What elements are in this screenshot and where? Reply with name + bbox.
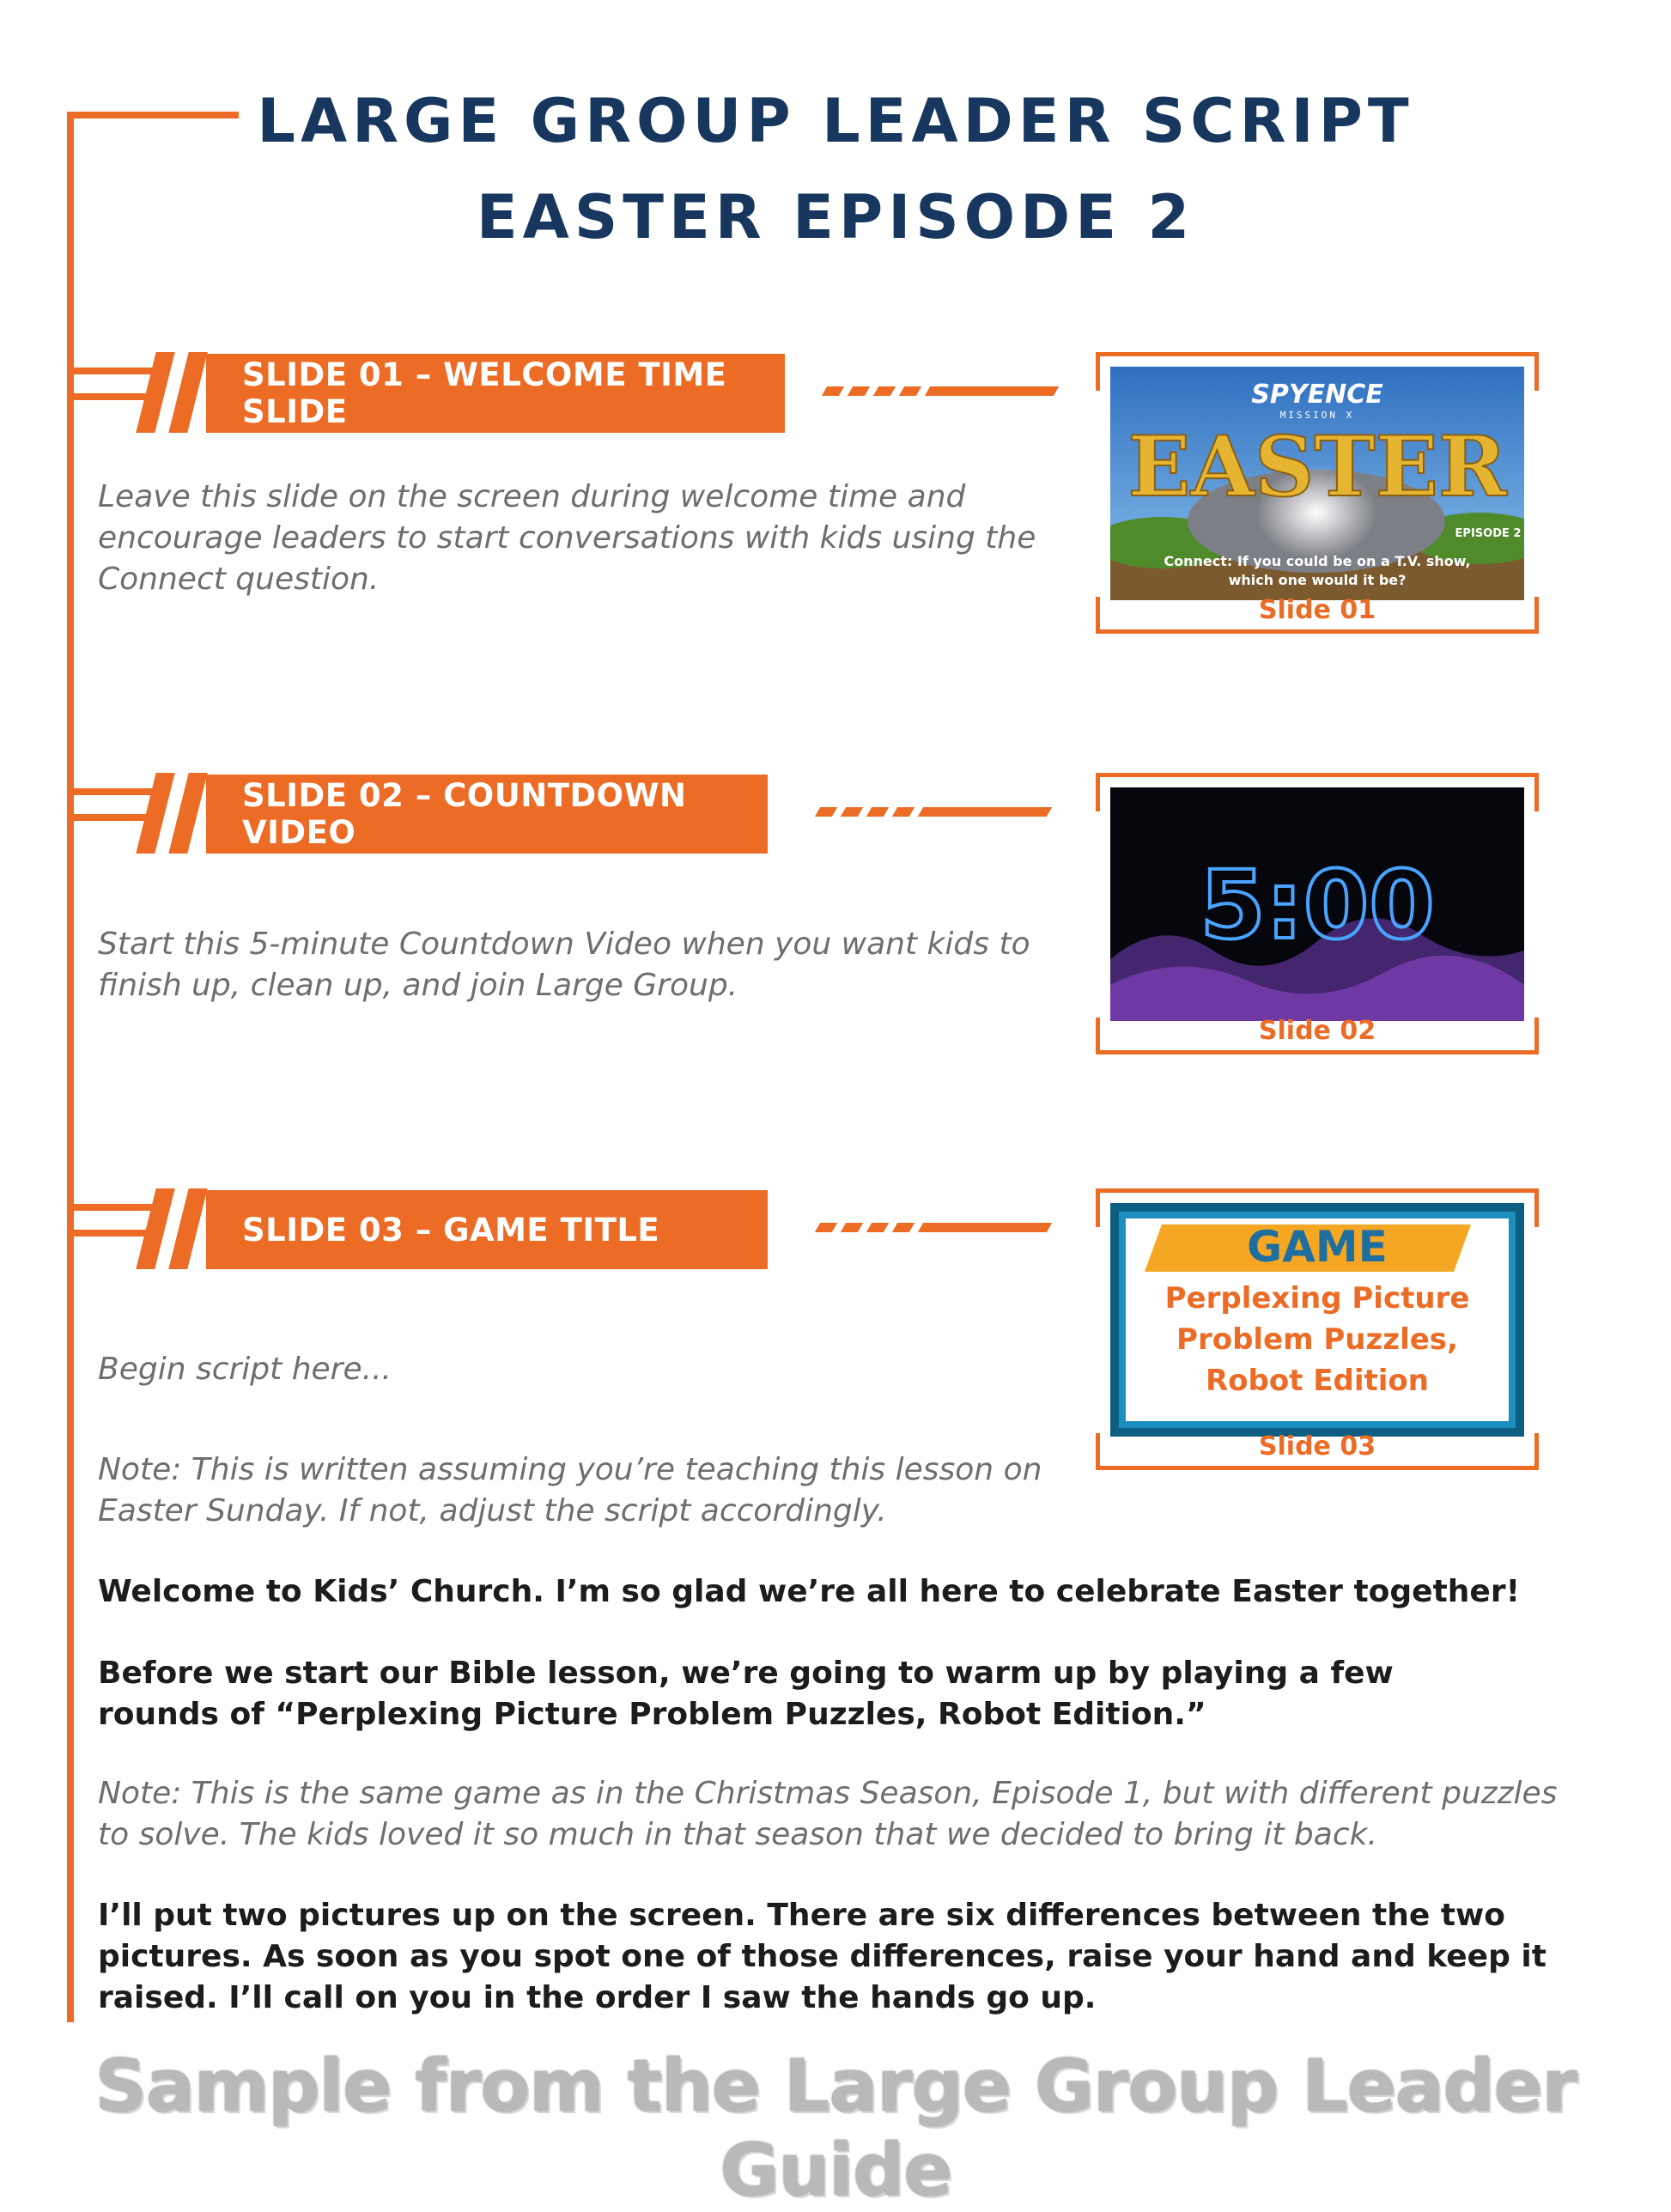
stripe-decoration: [136, 773, 174, 854]
slide-episode: EPISODE 2: [1455, 527, 1522, 540]
timeline-top-cap: [67, 112, 239, 118]
stripe-decoration: [136, 1188, 174, 1269]
section-note: Note: This is written assuming you’re teaching this lesson on Easter Sunday. If not, adjust the script accordingly.: [98, 1452, 1042, 1528]
section-text: Start this 5-minute Countdown Video when you want kids to finish up, clean up, and join Large Group.: [98, 927, 1030, 1003]
slide-connect-line2: which one would it be?: [1228, 572, 1407, 588]
slide-thumbnail-frame: [1096, 1188, 1539, 1470]
watermark: Sample from the Large Group Leader Guide: [94, 2044, 1577, 2212]
page-subtitle: EASTER EPISODE 2: [476, 182, 1195, 252]
script-note: Note: This is the same game as in the Christmas Season, Episode 1, but with different puzzles to solve. The kids loved it so much in that season that we decided to bring it back.: [98, 1776, 1558, 1852]
slide-brand: SPYENCE: [1251, 380, 1383, 410]
connector: [67, 393, 153, 400]
slide-game-line1: Perplexing Picture: [1164, 1281, 1470, 1316]
slide-thumbnail-frame: [1096, 352, 1539, 634]
dash-decoration: [817, 807, 1049, 817]
stripe-decoration: [168, 1188, 207, 1269]
connector: [67, 1204, 153, 1211]
section-heading: SLIDE 03 – GAME TITLE: [206, 1190, 768, 1269]
countdown-timer: 5:00: [1200, 850, 1435, 960]
stripe-decoration: [168, 352, 207, 433]
slide-game-line2: Problem Puzzles,: [1176, 1322, 1458, 1357]
script-paragraph: Before we start our Bible lesson, we’re going to warm up by playing a few rounds of “Perplexing Picture Problem Puzzles, Robot Edition.”: [98, 1656, 1394, 1732]
thumbnail-caption: Slide 01: [1258, 595, 1376, 625]
slide-03-image: [1110, 1203, 1524, 1437]
slide-brand-sub: MISSION X: [1279, 410, 1355, 421]
slide-01-image: [1110, 367, 1524, 600]
slide-thumbnail-frame: [1096, 773, 1539, 1054]
script-paragraph: Welcome to Kids’ Church. I’m so glad we’re all here to celebrate Easter together!: [98, 1574, 1520, 1609]
stripe-decoration: [136, 352, 174, 433]
section-text: Begin script here...: [98, 1352, 392, 1387]
stripe-decoration: [168, 773, 207, 854]
slide-02-image: [1110, 787, 1524, 1021]
page-title: LARGE GROUP LEADER SCRIPT: [257, 86, 1414, 156]
connector: [67, 368, 153, 374]
connector: [67, 788, 153, 795]
dash-decoration: [817, 1223, 1049, 1232]
slide-game-label: GAME: [1247, 1222, 1388, 1272]
dash-decoration: [824, 386, 1056, 396]
script-paragraph: I’ll put two pictures up on the screen. There are six differences between the two pictures. As soon as you spot one of those differences, raise your hand and keep it raised. I’ll call on you in the order I saw the hands go up.: [98, 1898, 1546, 2015]
section-text: Leave this slide on the screen during welcome time and encourage leaders to start conversations with kids using the Connect question.: [98, 479, 1036, 597]
thumbnail-caption: Slide 02: [1258, 1016, 1376, 1046]
section-heading: SLIDE 01 – WELCOME TIME SLIDE: [206, 354, 785, 433]
slide-game-line3: Robot Edition: [1205, 1364, 1430, 1398]
slide-easter-title: EASTER: [1127, 418, 1507, 515]
section-heading: SLIDE 02 – COUNTDOWN VIDEO: [206, 775, 768, 854]
connector: [67, 814, 153, 821]
slide-connect-line1: Connect: If you could be on a T.V. show,: [1164, 553, 1471, 569]
thumbnail-caption: Slide 03: [1258, 1431, 1376, 1462]
connector: [67, 1230, 153, 1237]
